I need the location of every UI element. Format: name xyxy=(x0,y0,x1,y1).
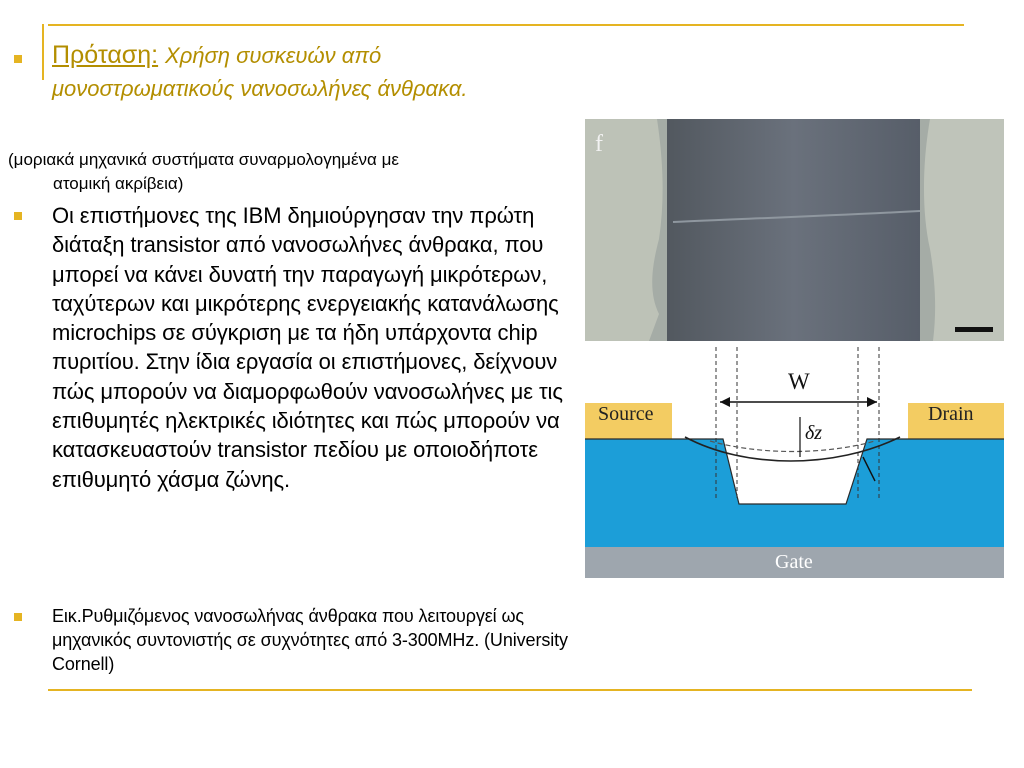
caption-paragraph: Εικ.Ρυθμιζόμενος νανοσωλήνας άνθρακα που λειτουργεί ως μηχανικός συντονιστής σε συχνότητες από 3-300MHz. (University Cornell) xyxy=(52,606,568,674)
main-paragraph: Οι επιστήμονες της IBM δημιούργησαν την πρώτη διάταξη transistor από νανοσωλήνες άνθρακα, που μπορεί να κάνει δυνατή την παραγωγή μικρότερων, ταχύτερων και μικρότερης ενεργειακής κατανάλωσης microchips σε σύγκριση με τα ήδη υπάρχοντα chip πυριτίου. Στην ίδια εργασία οι επιστήμονες, δείχνουν πώς μπορούν να διαμορφωθούν νανοσωλήνες με τις επιθυμητές ηλεκτρικές ιδιότητες και πώς μπορούν να κατασκευαστούν transistor πεδίου με οποιοδήποτε επιθυμητό χάσμα ζώνης. xyxy=(52,203,563,492)
label-drain: Drain xyxy=(928,403,974,425)
sem-right-electrode xyxy=(924,119,1004,341)
label-delta: δz xyxy=(805,422,823,444)
title-label: Πρόταση: xyxy=(52,41,159,69)
note-line-1: (μοριακά μηχανικά συστήματα συναρμολογημένα με xyxy=(8,150,399,169)
scale-bar xyxy=(955,327,993,332)
bullet-marker xyxy=(14,55,22,63)
nanotube-figure xyxy=(585,119,1004,578)
label-source: Source xyxy=(598,403,654,425)
label-width: W xyxy=(788,369,810,394)
bullet-marker xyxy=(14,212,22,220)
panel-letter: f xyxy=(595,131,603,157)
bullet-marker xyxy=(14,613,22,621)
slide-title xyxy=(52,39,522,105)
top-rule xyxy=(48,24,964,26)
note-text xyxy=(8,148,568,196)
note-line-2: ατομική ακρίβεια) xyxy=(53,174,184,193)
sem-trench xyxy=(667,119,920,341)
label-gate: Gate xyxy=(775,551,813,573)
title-body: Χρήση συσκευών από μονοστρωματικούς νανοσωλήνες άνθρακα. xyxy=(52,43,468,101)
left-rule xyxy=(42,24,44,80)
bottom-rule xyxy=(48,689,972,691)
